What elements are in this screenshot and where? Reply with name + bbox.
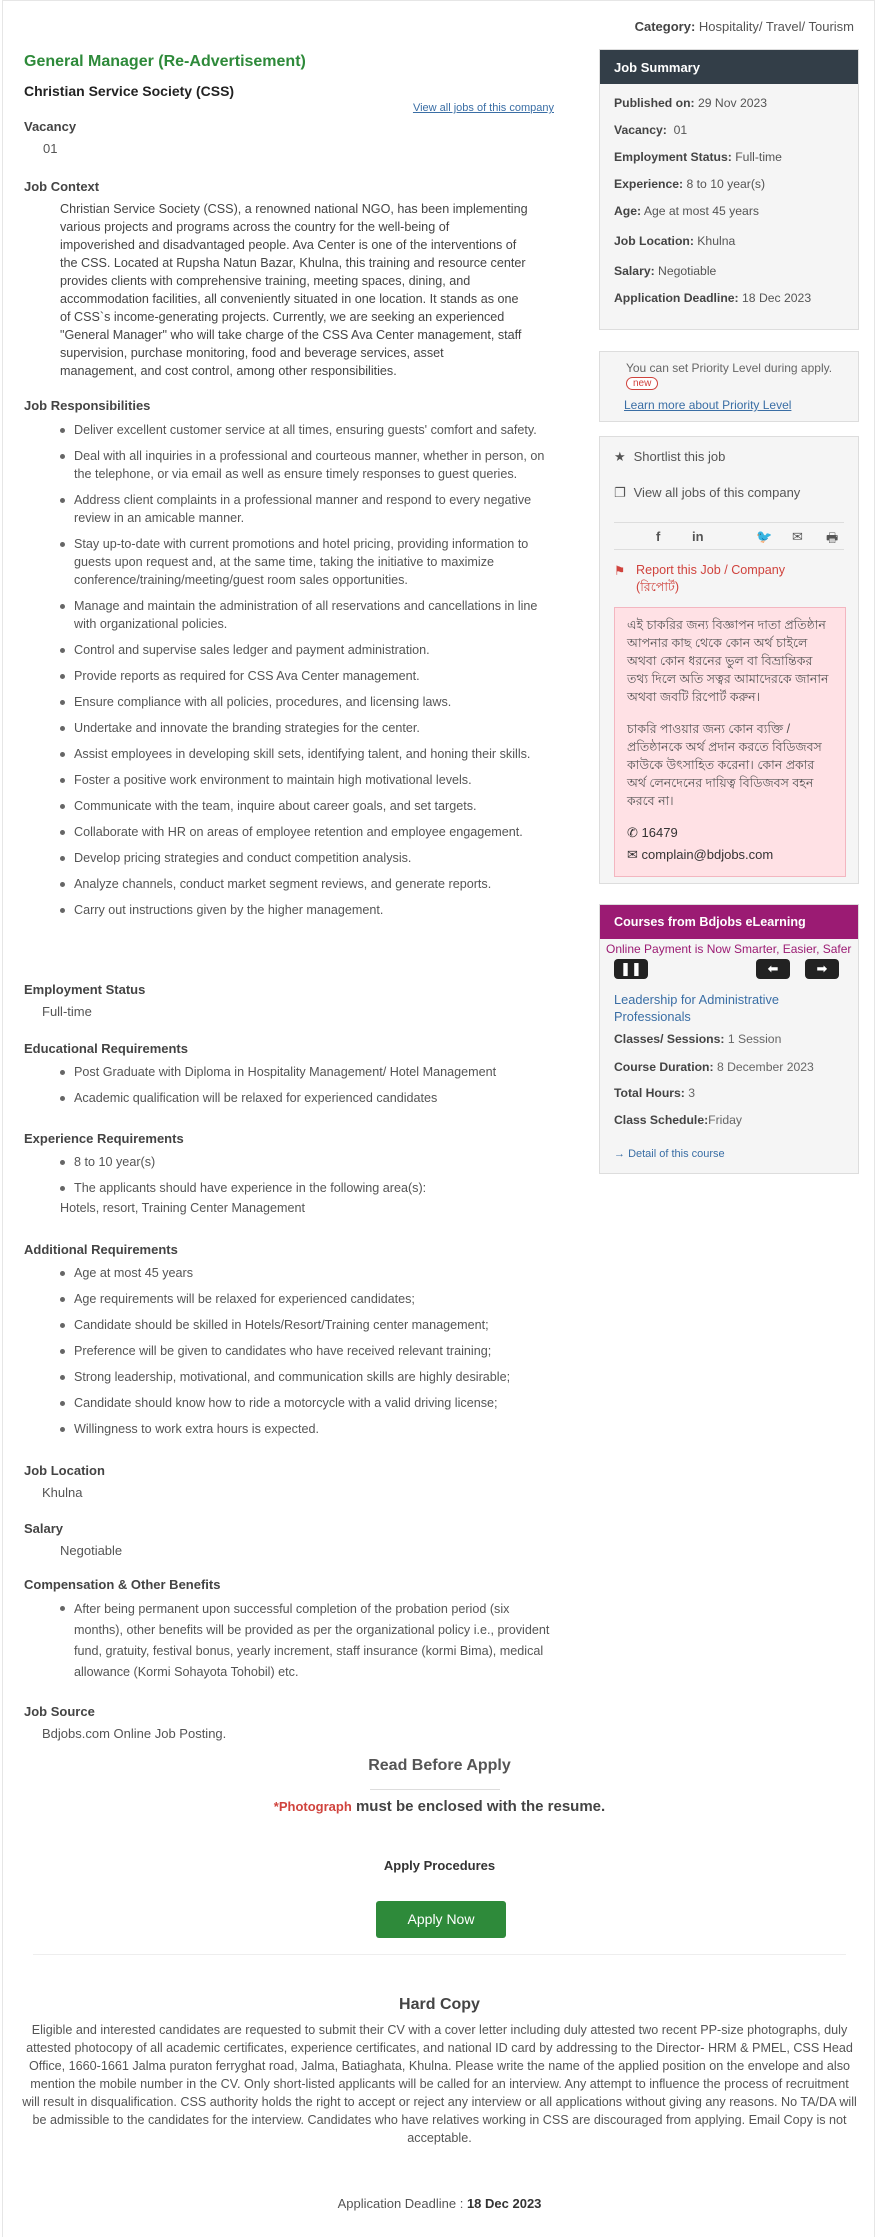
employment-status-value: Full-time bbox=[42, 1004, 92, 1019]
responsibilities-list bbox=[24, 421, 554, 919]
list-item: Manage and maintain the administration of all reservations and cancellations in line with organizational policies. bbox=[60, 597, 554, 633]
experience-section bbox=[24, 1131, 554, 1215]
course-schedule bbox=[614, 1113, 742, 1127]
summary-label: Age: bbox=[614, 204, 642, 218]
summary-employment-status bbox=[600, 150, 782, 164]
summary-age bbox=[600, 204, 759, 218]
list-item: Post Graduate with Diploma in Hospitality Management/ Hotel Management bbox=[60, 1063, 554, 1081]
linkedin-icon[interactable]: in bbox=[692, 529, 704, 544]
course-sessions bbox=[614, 1032, 781, 1046]
job-context-heading: Job Context bbox=[24, 179, 100, 194]
course-detail-label: Detail of this course bbox=[628, 1148, 725, 1160]
context-line: Christian Service Society (CSS), a renowned national NGO, has been implementing bbox=[60, 202, 528, 216]
view-all-jobs-button[interactable] bbox=[614, 485, 800, 501]
phone-icon: ✆ bbox=[627, 825, 638, 840]
category bbox=[635, 19, 854, 34]
vacancy-section bbox=[24, 119, 554, 156]
list-item: Communicate with the team, inquire about career goals, and set targets. bbox=[60, 797, 554, 815]
context-line: impoverished and disadvantaged people. Ava Center is one of the interventions of bbox=[60, 238, 517, 252]
shortlist-button[interactable] bbox=[614, 449, 725, 465]
list-item: Willingness to work extra hours is expected. bbox=[60, 1420, 554, 1438]
course-label: Total Hours: bbox=[614, 1086, 685, 1100]
shortlist-label: Shortlist this job bbox=[633, 449, 726, 464]
list-item: Ensure compliance with all policies, procedures, and licensing laws. bbox=[60, 693, 554, 711]
summary-value: Negotiable bbox=[658, 264, 717, 278]
summary-value: 29 Nov 2023 bbox=[697, 96, 768, 110]
job-title: General Manager (Re-Advertisement) bbox=[24, 53, 306, 70]
vacancy-value: 01 bbox=[43, 141, 58, 156]
course-title[interactable]: Leadership for Administrative Professionals bbox=[614, 992, 780, 1024]
context-line: provides clients with comprehensive training, meeting spaces, dining, and bbox=[60, 274, 471, 288]
print-icon[interactable]: 🖶 bbox=[826, 530, 839, 545]
list-item: Address client complaints in a professional manner and respond to every negative review in an amicable manner. bbox=[60, 491, 554, 527]
priority-text: You can set Priority Level during apply. bbox=[625, 361, 833, 375]
job-summary-heading: Job Summary bbox=[600, 50, 858, 84]
deadline-value: 18 Dec 2023 bbox=[466, 2196, 542, 2211]
next-button[interactable]: ➡ bbox=[805, 959, 839, 979]
list-item bbox=[60, 1179, 554, 1197]
summary-label: Job Location: bbox=[614, 234, 694, 248]
course-label: Class Schedule: bbox=[614, 1113, 709, 1127]
experience-areas: Hotels, resort, Training Center Management bbox=[60, 1201, 305, 1215]
application-deadline bbox=[3, 2196, 876, 2211]
phone-number: 16479 bbox=[641, 825, 678, 840]
list-item: 8 to 10 year(s) bbox=[60, 1153, 554, 1171]
summary-label: Experience: bbox=[614, 177, 684, 191]
list-item: Academic qualification will be relaxed for experienced candidates bbox=[60, 1089, 554, 1107]
warning-text: চাকরি পাওয়ার জন্য কোন ব্যক্তি / প্রতিষ্ঠানকে অর্থ প্রদান করতে বিডিজবস কাউকে উৎসাহিত করেনা। কোন প্রকার অর্থ লেনদেনের দায়িত্ব বিডিজবস বহন করবে না। bbox=[627, 722, 822, 808]
list-item: Control and supervise sales ledger and payment administration. bbox=[60, 641, 554, 659]
mail-icon: ✉ bbox=[627, 847, 638, 862]
list-item: Assist employees in developing skill sets, identifying talent, and honing their skills. bbox=[60, 745, 554, 763]
list-item: Deliver excellent customer service at all times, ensuring guests' comfort and safety. bbox=[60, 421, 554, 439]
list-item: Foster a positive work environment to maintain high motivational levels. bbox=[60, 771, 554, 789]
divider bbox=[370, 1789, 500, 1790]
job-location-section bbox=[24, 1463, 554, 1500]
summary-value: Full-time bbox=[735, 150, 782, 164]
twitter-icon[interactable]: 🐦 bbox=[756, 529, 773, 544]
copy-icon: ❐ bbox=[614, 485, 626, 500]
phone-contact bbox=[627, 824, 833, 842]
context-line: of CSS`s income-generating projects. Currently, we are seeking an experienced bbox=[60, 310, 505, 324]
experience-list bbox=[24, 1153, 554, 1197]
summary-salary bbox=[600, 264, 716, 278]
list-item: Deal with all inquiries in a professional and courteous manner, whether in person, on the telephone, or via email as well as ensure timely responses to guest queries. bbox=[60, 447, 554, 483]
salary-section bbox=[24, 1521, 554, 1558]
list-item: Stay up-to-date with current promotions and hotel pricing, providing information to guests upon request and, at the same time, taking the initiative to maximize conference/training/meeting/guest room sales opportunities. bbox=[60, 535, 554, 589]
summary-label: Vacancy: bbox=[614, 123, 667, 137]
summary-label: Published on: bbox=[614, 96, 695, 110]
list-item: Carry out instructions given by the higher management. bbox=[60, 901, 554, 919]
priority-learn-more-link[interactable]: Learn more about Priority Level bbox=[624, 398, 792, 412]
photograph-label: *Photograph bbox=[273, 1799, 352, 1814]
complain-email: complain@bdjobs.com bbox=[641, 847, 774, 862]
compensation-section bbox=[24, 1577, 554, 1691]
job-source-value: Bdjobs.com Online Job Posting. bbox=[42, 1726, 227, 1741]
job-context-section bbox=[24, 179, 554, 380]
course-value: 1 Session bbox=[727, 1032, 782, 1046]
facebook-icon[interactable]: f bbox=[656, 529, 661, 544]
payment-marquee: Online Payment is Now Smarter, Easier, Safer bbox=[606, 942, 852, 956]
summary-value: 01 bbox=[673, 123, 688, 137]
photograph-note bbox=[3, 1798, 876, 1815]
course-value: 3 bbox=[688, 1086, 696, 1100]
context-line: various projects and programs across the country for the well-being of bbox=[60, 220, 450, 234]
vacancy-heading: Vacancy bbox=[24, 119, 77, 134]
job-location-heading: Job Location bbox=[24, 1463, 105, 1478]
salary-value: Negotiable bbox=[60, 1543, 123, 1558]
divider bbox=[33, 1954, 846, 1955]
list-item: Undertake and innovate the branding strategies for the center. bbox=[60, 719, 554, 737]
additional-requirements-list bbox=[24, 1264, 554, 1438]
summary-value: 8 to 10 year(s) bbox=[686, 177, 766, 191]
job-source-heading: Job Source bbox=[24, 1704, 95, 1719]
employment-status-section bbox=[24, 982, 554, 1019]
view-all-jobs-label: View all jobs of this company bbox=[633, 485, 801, 500]
list-item: Provide reports as required for CSS Ava Center management. bbox=[60, 667, 554, 685]
summary-value: 18 Dec 2023 bbox=[742, 291, 812, 305]
hard-copy-heading: Hard Copy bbox=[399, 1996, 480, 2013]
hard-copy-text: Eligible and interested candidates are requested to submit their CV with a cover letter including duly attested two recent PP-size photographs, duly attested photocopy of all academic certificates, experience certificates, and national ID card by addressing to the Director- HRM & PMEL, CSS Head Office, 1660-1661 Jalma puraton ferryghat road, Jalma, Batiaghata, Khulna. Please write the name of the applied position on the envelope and also mention the mobile number in the CV. Only short-listed applicants will be called for an interview. Any attempt to influence the process of recruitment will result in disqualification. CSS authority holds the right to accept or reject any interview or all applications without giving any reasons. No TA/DA will be admissible to the candidates for the interview. Candidates who have relatives working in CSS are discouraged from applying. Email Copy is not acceptable. bbox=[22, 2023, 857, 2145]
course-value: 8 December 2023 bbox=[716, 1060, 814, 1074]
summary-value: Age at most 45 years bbox=[643, 204, 759, 218]
summary-label: Employment Status: bbox=[614, 150, 732, 164]
list-item: Preference will be given to candidates who have received relevant training; bbox=[60, 1342, 554, 1360]
report-label-bn: (রিপোর্ট) bbox=[636, 580, 680, 594]
list-item: Candidate should be skilled in Hotels/Resort/Training center management; bbox=[60, 1316, 554, 1334]
read-before-apply-heading: Read Before Apply bbox=[368, 1757, 511, 1774]
education-section bbox=[24, 1041, 554, 1115]
flag-icon: ⚑ bbox=[614, 564, 626, 578]
new-badge: new bbox=[626, 377, 658, 390]
additional-requirements-section bbox=[24, 1242, 554, 1446]
responsibilities-section bbox=[24, 398, 554, 927]
job-header bbox=[24, 53, 554, 114]
apply-procedures-heading: Apply Procedures bbox=[383, 1858, 496, 1873]
warning-text: এই চাকরির জন্য বিজ্ঞাপন দাতা প্রতিষ্ঠান আপনার কাছ থেকে কোন অর্থ চাইলে অথবা কোন ধরনের ভুল বা বিভ্রান্তিকর তথ্য দিলে অতি সত্বর আমাদেরকে জানান অথবা জবটি রিপোর্ট করুন। bbox=[627, 618, 829, 704]
list-item: Age requirements will be relaxed for experienced candidates; bbox=[60, 1290, 554, 1308]
course-label: Classes/ Sessions: bbox=[614, 1032, 725, 1046]
deadline-label: Application Deadline : bbox=[337, 2196, 464, 2211]
course-detail-link[interactable] bbox=[614, 1148, 725, 1160]
report-job-link[interactable] bbox=[614, 562, 785, 596]
report-label: Report this Job / Company bbox=[636, 563, 786, 577]
job-summary-panel bbox=[599, 49, 859, 330]
context-line: management, and cost control, among other responsibilities. bbox=[60, 364, 397, 378]
summary-vacancy bbox=[600, 123, 687, 137]
job-location-value: Khulna bbox=[42, 1485, 83, 1500]
prev-button[interactable]: ⬅ bbox=[756, 959, 790, 979]
email-contact bbox=[627, 846, 833, 864]
photograph-note-text: must be enclosed with the resume. bbox=[351, 1798, 606, 1815]
context-line: supervision, purchase monitoring, food and beverage services, asset bbox=[60, 346, 444, 360]
summary-experience bbox=[600, 177, 765, 191]
job-actions-panel bbox=[599, 436, 859, 884]
list-item: Age at most 45 years bbox=[60, 1264, 554, 1282]
category-value: Hospitality/ Travel/ Tourism bbox=[698, 19, 854, 34]
education-heading: Educational Requirements bbox=[24, 1041, 188, 1056]
course-value: Friday bbox=[708, 1113, 743, 1127]
star-icon: ★ bbox=[614, 449, 626, 464]
pause-button[interactable]: ❚❚ bbox=[614, 959, 648, 979]
company-name: Christian Service Society (CSS) bbox=[24, 83, 235, 99]
priority-panel bbox=[599, 351, 859, 422]
employment-status-heading: Employment Status bbox=[24, 982, 146, 997]
view-all-jobs-link[interactable]: View all jobs of this company bbox=[412, 102, 554, 114]
category-label: Category: bbox=[634, 19, 696, 34]
list-item: Develop pricing strategies and conduct competition analysis. bbox=[60, 849, 554, 867]
apply-now-button[interactable]: Apply Now bbox=[376, 1901, 506, 1938]
summary-label: Salary: bbox=[614, 264, 655, 278]
list-item: Candidate should know how to ride a motorcycle with a valid driving license; bbox=[60, 1394, 554, 1412]
summary-published bbox=[600, 96, 767, 110]
responsibilities-heading: Job Responsibilities bbox=[24, 398, 151, 413]
additional-requirements-heading: Additional Requirements bbox=[24, 1242, 178, 1257]
job-context-text bbox=[24, 200, 554, 380]
summary-deadline bbox=[600, 291, 811, 305]
salary-heading: Salary bbox=[24, 1521, 64, 1536]
context-line: accommodation facilities, all conveniently situated in one location. It stands as one bbox=[60, 292, 519, 306]
course-label: Course Duration: bbox=[614, 1060, 714, 1074]
email-icon[interactable]: ✉ bbox=[792, 529, 803, 544]
list-item: Strong leadership, motivational, and communication skills are highly desirable; bbox=[60, 1368, 554, 1386]
courses-panel bbox=[599, 904, 859, 1174]
arrow-right-icon: → bbox=[614, 1148, 625, 1160]
fraud-warning-box bbox=[614, 607, 846, 877]
share-bar bbox=[614, 522, 844, 550]
course-duration bbox=[614, 1060, 814, 1074]
job-details-page bbox=[2, 0, 875, 2237]
list-item: Collaborate with HR on areas of employee retention and employee engagement. bbox=[60, 823, 554, 841]
summary-label: Application Deadline: bbox=[614, 291, 739, 305]
summary-location bbox=[600, 234, 735, 248]
job-source-section bbox=[24, 1704, 554, 1741]
list-item: After being permanent upon successful completion of the probation period (six months), other benefits will be provided as per the organizational policy i.e., provident fund, gratuity, festival bonus, yearly increment, staff insurance (kormi Bima), medical allowance (Kormi Sohayota Tohobil) etc. bbox=[60, 1599, 554, 1683]
context-line: the CSS. Located at Rupsha Natun Bazar, Khulna, this training and resource center bbox=[60, 256, 526, 270]
experience-areas-intro: The applicants should have experience in the following area(s): bbox=[74, 1181, 427, 1195]
list-item: Analyze channels, conduct market segment reviews, and generate reports. bbox=[60, 875, 554, 893]
context-line: "General Manager" who will take charge of the CSS Ava Center management, staff bbox=[60, 328, 522, 342]
experience-heading: Experience Requirements bbox=[24, 1131, 184, 1146]
compensation-heading: Compensation & Other Benefits bbox=[24, 1577, 221, 1592]
summary-value: Khulna bbox=[697, 234, 736, 248]
compensation-list bbox=[24, 1599, 554, 1683]
course-hours bbox=[614, 1086, 695, 1100]
education-list bbox=[24, 1063, 554, 1107]
courses-heading: Courses from Bdjobs eLearning bbox=[600, 905, 858, 939]
